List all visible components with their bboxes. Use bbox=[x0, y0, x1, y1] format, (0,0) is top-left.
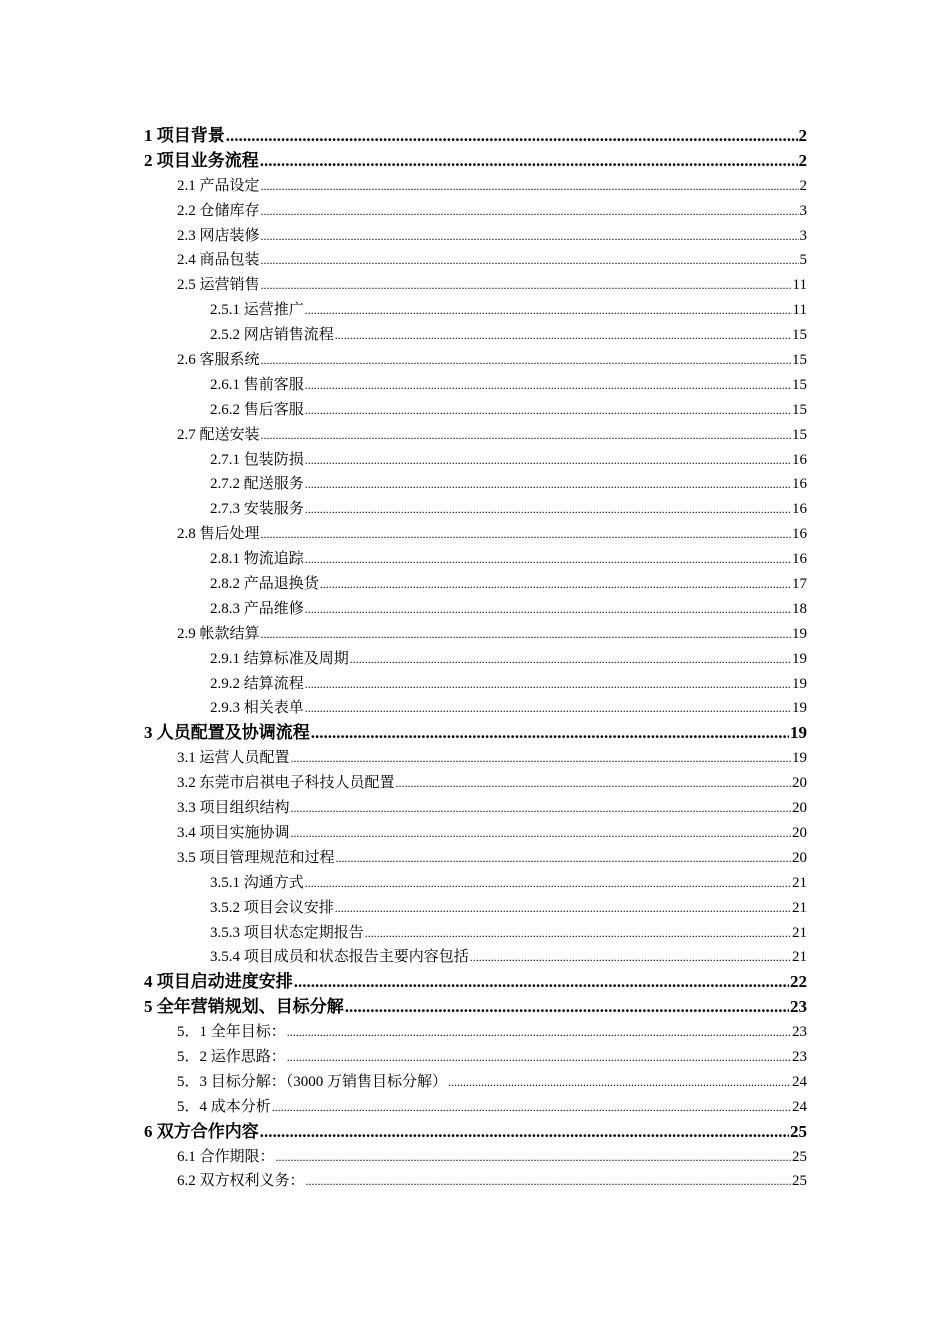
toc-dot-leader bbox=[261, 423, 791, 448]
toc-entry-title: 2.7.2 配送服务 bbox=[210, 476, 304, 493]
toc-dot-leader bbox=[291, 796, 791, 821]
toc-entry-page-number: 24 bbox=[792, 1098, 807, 1115]
toc-entry-level-2[interactable] bbox=[144, 821, 807, 846]
toc-dot-leader bbox=[287, 1045, 791, 1070]
toc-entry-level-2[interactable] bbox=[144, 1145, 807, 1170]
toc-entry-title: 2.9.2 结算流程 bbox=[210, 675, 304, 692]
toc-entry-title: 3.3 项目组织结构 bbox=[177, 800, 290, 817]
toc-entry-page-number: 2 bbox=[799, 177, 807, 194]
toc-entry-page-number: 19 bbox=[792, 700, 807, 717]
toc-entry-level-1[interactable] bbox=[144, 995, 807, 1020]
toc-entry-level-3[interactable] bbox=[144, 572, 807, 597]
toc-entry-title: 2.9 帐款结算 bbox=[177, 625, 260, 642]
toc-entry-title: 3.5.1 沟通方式 bbox=[210, 874, 304, 891]
toc-entry-level-2[interactable] bbox=[144, 746, 807, 771]
toc-entry-level-2[interactable] bbox=[144, 1020, 807, 1045]
toc-dot-leader bbox=[305, 672, 791, 697]
toc-entry-page-number: 21 bbox=[792, 899, 807, 916]
toc-entry-title: 2.2 仓储库存 bbox=[177, 202, 260, 219]
toc-entry-title: 2.8 售后处理 bbox=[177, 526, 260, 543]
toc-entry-page-number: 15 bbox=[792, 376, 807, 393]
toc-entry-title: 2 项目业务流程 bbox=[144, 150, 259, 170]
toc-entry-page-number: 3 bbox=[799, 227, 807, 244]
toc-dot-leader bbox=[261, 348, 791, 373]
toc-entry-page-number: 16 bbox=[792, 476, 807, 493]
toc-dot-leader bbox=[448, 1070, 791, 1095]
toc-dot-leader bbox=[226, 124, 798, 149]
toc-entry-title: 2.6.1 售前客服 bbox=[210, 376, 304, 393]
toc-dot-leader bbox=[294, 970, 789, 995]
toc-entry-page-number: 20 bbox=[792, 824, 807, 841]
toc-entry-title: 2.8.2 产品退换货 bbox=[210, 576, 319, 593]
toc-entry-level-2[interactable] bbox=[144, 846, 807, 871]
toc-entry-title: 4 项目启动进度安排 bbox=[144, 972, 293, 992]
toc-entry-page-number: 15 bbox=[792, 401, 807, 418]
toc-entry-level-2[interactable] bbox=[144, 622, 807, 647]
toc-entry-level-2[interactable] bbox=[144, 248, 807, 273]
toc-entry-page-number: 15 bbox=[792, 426, 807, 443]
toc-entry-page-number: 15 bbox=[792, 327, 807, 344]
toc-dot-leader bbox=[305, 472, 791, 497]
toc-entry-level-3[interactable] bbox=[144, 871, 807, 896]
toc-dot-leader bbox=[305, 298, 792, 323]
toc-entry-level-1[interactable] bbox=[144, 149, 807, 174]
toc-entry-page-number: 20 bbox=[792, 800, 807, 817]
toc-dot-leader bbox=[396, 771, 791, 796]
toc-entry-level-3[interactable] bbox=[144, 547, 807, 572]
toc-entry-level-1[interactable] bbox=[144, 1120, 807, 1145]
toc-entry-title: 6 双方合作内容 bbox=[144, 1121, 259, 1141]
toc-entry-page-number: 20 bbox=[792, 775, 807, 792]
toc-entry-title: 2.6 客服系统 bbox=[177, 352, 260, 369]
toc-entry-page-number: 5 bbox=[799, 252, 807, 269]
toc-entry-title: 6.2 双方权利义务： bbox=[177, 1173, 305, 1190]
toc-dot-leader bbox=[470, 945, 791, 970]
toc-dot-leader bbox=[305, 497, 791, 522]
toc-dot-leader bbox=[260, 1120, 789, 1145]
toc-entry-title: 5．3 目标分解：（3000 万销售目标分解） bbox=[177, 1073, 448, 1090]
toc-entry-title: 3.5.2 项目会议安排 bbox=[210, 899, 334, 916]
toc-dot-leader bbox=[335, 896, 791, 921]
toc-entry-page-number: 25 bbox=[790, 1121, 807, 1141]
toc-entry-page-number: 19 bbox=[792, 750, 807, 767]
toc-entry-level-1[interactable] bbox=[144, 970, 807, 995]
toc-dot-leader bbox=[305, 547, 791, 572]
toc-dot-leader bbox=[335, 323, 791, 348]
toc-entry-title: 2.7 配送安装 bbox=[177, 426, 260, 443]
toc-dot-leader bbox=[305, 448, 791, 473]
toc-entry-level-2[interactable] bbox=[144, 771, 807, 796]
toc-entry-title: 2.5.2 网店销售流程 bbox=[210, 327, 334, 344]
toc-entry-title: 5 全年营销规划、目标分解 bbox=[144, 997, 344, 1017]
toc-dot-leader bbox=[260, 149, 798, 174]
toc-entry-page-number: 2 bbox=[798, 150, 807, 170]
toc-entry-title: 2.5 运营销售 bbox=[177, 277, 260, 294]
toc-entry-level-2[interactable] bbox=[144, 1095, 807, 1120]
toc-entry-level-2[interactable] bbox=[144, 273, 807, 298]
toc-entry-level-2[interactable] bbox=[144, 796, 807, 821]
toc-entry-level-1[interactable] bbox=[144, 124, 807, 149]
toc-entry-page-number: 23 bbox=[792, 1048, 807, 1065]
toc-entry-page-number: 19 bbox=[790, 723, 807, 743]
toc-entry-level-3[interactable] bbox=[144, 672, 807, 697]
toc-entry-page-number: 25 bbox=[792, 1148, 807, 1165]
toc-dot-leader bbox=[287, 1020, 791, 1045]
toc-entry-page-number: 21 bbox=[792, 949, 807, 966]
toc-entry-title: 3.5.3 项目状态定期报告 bbox=[210, 924, 364, 941]
toc-entry-title: 2.8.1 物流追踪 bbox=[210, 551, 304, 568]
toc-entry-title: 1 项目背景 bbox=[144, 126, 225, 145]
toc-entry-page-number: 21 bbox=[792, 874, 807, 891]
toc-entry-page-number: 24 bbox=[792, 1073, 807, 1090]
toc-entry-page-number: 20 bbox=[792, 849, 807, 866]
toc-dot-leader bbox=[306, 1169, 791, 1194]
toc-dot-leader bbox=[261, 273, 792, 298]
toc-entry-page-number: 16 bbox=[792, 451, 807, 468]
toc-dot-leader bbox=[261, 174, 799, 199]
toc-dot-leader bbox=[261, 199, 799, 224]
toc-entry-page-number: 19 bbox=[792, 650, 807, 667]
toc-entry-title: 5．2 运作思路： bbox=[177, 1048, 286, 1065]
toc-dot-leader bbox=[345, 995, 789, 1020]
toc-dot-leader bbox=[320, 572, 791, 597]
toc-entry-level-1[interactable] bbox=[144, 721, 807, 746]
toc-entry-level-2[interactable] bbox=[144, 224, 807, 249]
toc-dot-leader bbox=[336, 846, 791, 871]
toc-entry-title: 3.5.4 项目成员和状态报告主要内容包括 bbox=[210, 949, 469, 966]
toc-entry-title: 3.1 运营人员配置 bbox=[177, 750, 290, 767]
toc-dot-leader bbox=[305, 398, 791, 423]
toc-entry-title: 5．4 成本分析 bbox=[177, 1098, 271, 1115]
toc-entry-level-3[interactable] bbox=[144, 696, 807, 721]
toc-dot-leader bbox=[350, 647, 791, 672]
toc-entry-page-number: 18 bbox=[792, 600, 807, 617]
toc-entry-title: 2.1 产品设定 bbox=[177, 177, 260, 194]
toc-entry-level-2[interactable] bbox=[144, 174, 807, 199]
toc-entry-level-3[interactable] bbox=[144, 448, 807, 473]
toc-entry-level-3[interactable] bbox=[144, 398, 807, 423]
toc-entry-title: 2.9.1 结算标准及周期 bbox=[210, 650, 349, 667]
toc-entry-title: 3.5 项目管理规范和过程 bbox=[177, 849, 335, 866]
table-of-contents bbox=[144, 124, 807, 1194]
toc-dot-leader bbox=[305, 871, 791, 896]
toc-entry-level-2[interactable] bbox=[144, 423, 807, 448]
toc-entry-page-number: 2 bbox=[798, 126, 807, 145]
toc-entry-page-number: 3 bbox=[799, 202, 807, 219]
toc-entry-level-2[interactable] bbox=[144, 1169, 807, 1194]
toc-entry-level-2[interactable] bbox=[144, 1070, 807, 1095]
toc-dot-leader bbox=[261, 224, 799, 249]
toc-dot-leader bbox=[365, 921, 791, 946]
toc-dot-leader bbox=[305, 696, 791, 721]
toc-entry-level-2[interactable] bbox=[144, 348, 807, 373]
toc-entry-level-3[interactable] bbox=[144, 497, 807, 522]
toc-dot-leader bbox=[311, 721, 789, 746]
toc-entry-title: 2.4 商品包装 bbox=[177, 252, 260, 269]
toc-entry-title: 3.2 东莞市启祺电子科技人员配置 bbox=[177, 775, 395, 792]
toc-entry-level-3[interactable] bbox=[144, 472, 807, 497]
toc-entry-title: 2.3 网店装修 bbox=[177, 227, 260, 244]
toc-entry-title: 2.5.1 运营推广 bbox=[210, 302, 304, 319]
toc-entry-page-number: 15 bbox=[792, 352, 807, 369]
toc-dot-leader bbox=[276, 1145, 791, 1170]
toc-entry-page-number: 16 bbox=[792, 501, 807, 518]
toc-dot-leader bbox=[261, 622, 791, 647]
toc-entry-level-3[interactable] bbox=[144, 298, 807, 323]
toc-entry-page-number: 23 bbox=[792, 1024, 807, 1041]
toc-entry-page-number: 17 bbox=[792, 576, 807, 593]
toc-entry-title: 2.7.1 包装防损 bbox=[210, 451, 304, 468]
toc-entry-title: 2.6.2 售后客服 bbox=[210, 401, 304, 418]
toc-entry-level-3[interactable] bbox=[144, 896, 807, 921]
toc-entry-level-2[interactable] bbox=[144, 522, 807, 547]
toc-dot-leader bbox=[291, 746, 791, 771]
toc-entry-page-number: 21 bbox=[792, 924, 807, 941]
toc-entry-page-number: 16 bbox=[792, 551, 807, 568]
toc-dot-leader bbox=[305, 373, 791, 398]
toc-entry-page-number: 25 bbox=[792, 1173, 807, 1190]
toc-entry-page-number: 19 bbox=[792, 625, 807, 642]
toc-entry-level-3[interactable] bbox=[144, 921, 807, 946]
toc-entry-level-2[interactable] bbox=[144, 1045, 807, 1070]
toc-entry-level-3[interactable] bbox=[144, 647, 807, 672]
toc-entry-title: 6.1 合作期限： bbox=[177, 1148, 275, 1165]
toc-entry-page-number: 19 bbox=[792, 675, 807, 692]
toc-entry-level-3[interactable] bbox=[144, 597, 807, 622]
toc-entry-title: 2.9.3 相关表单 bbox=[210, 700, 304, 717]
toc-entry-page-number: 22 bbox=[790, 972, 807, 992]
toc-dot-leader bbox=[272, 1095, 791, 1120]
toc-dot-leader bbox=[261, 248, 799, 273]
toc-entry-title: 2.7.3 安装服务 bbox=[210, 501, 304, 518]
toc-entry-title: 3.4 项目实施协调 bbox=[177, 824, 290, 841]
toc-dot-leader bbox=[261, 522, 791, 547]
toc-entry-page-number: 11 bbox=[792, 277, 807, 294]
toc-entry-title: 5．1 全年目标： bbox=[177, 1024, 286, 1041]
toc-entry-page-number: 23 bbox=[790, 997, 807, 1017]
toc-dot-leader bbox=[305, 597, 791, 622]
toc-entry-level-3[interactable] bbox=[144, 945, 807, 970]
toc-entry-page-number: 11 bbox=[792, 302, 807, 319]
toc-dot-leader bbox=[291, 821, 791, 846]
toc-entry-page-number: 16 bbox=[792, 526, 807, 543]
toc-entry-title: 3 人员配置及协调流程 bbox=[144, 723, 310, 743]
toc-entry-level-3[interactable] bbox=[144, 373, 807, 398]
toc-entry-level-2[interactable] bbox=[144, 199, 807, 224]
toc-entry-title: 2.8.3 产品维修 bbox=[210, 600, 304, 617]
toc-entry-level-3[interactable] bbox=[144, 323, 807, 348]
